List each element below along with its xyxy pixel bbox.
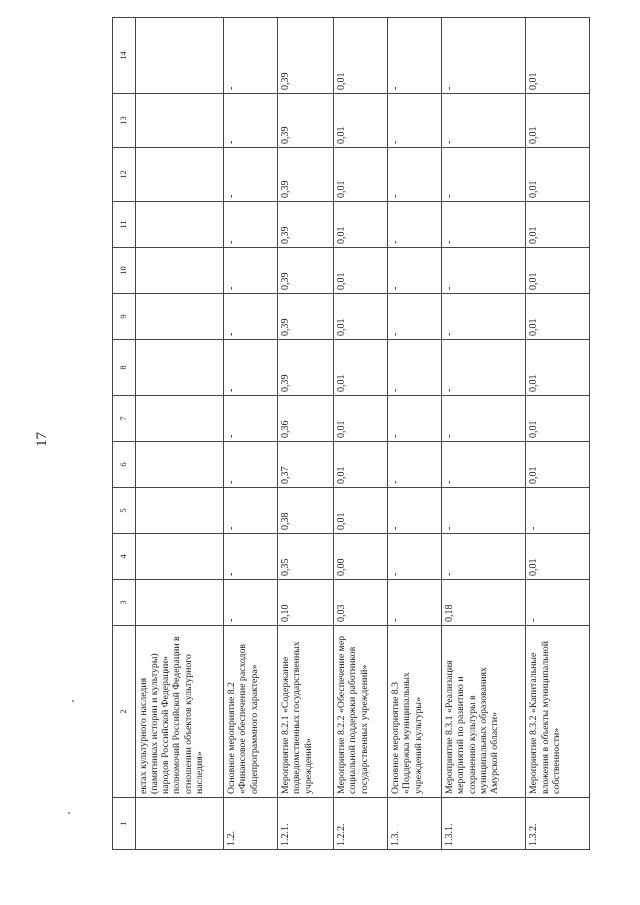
column-number: 6 <box>113 442 136 488</box>
value-cell <box>135 580 223 626</box>
value-cell: - <box>442 442 526 488</box>
value-cell: - <box>442 396 526 442</box>
value-cell: 0,39 <box>278 94 334 148</box>
value-cell: - <box>442 488 526 534</box>
value-cell: 0,01 <box>334 340 388 396</box>
value-cell: - <box>442 294 526 340</box>
value-cell <box>135 18 223 94</box>
table-row <box>224 18 278 850</box>
column-number: 1 <box>113 798 136 850</box>
value-cell: - <box>442 248 526 294</box>
column-number: 12 <box>113 148 136 202</box>
column-number: 9 <box>113 294 136 340</box>
value-cell: 0,39 <box>278 340 334 396</box>
value-cell: 0,01 <box>526 534 590 580</box>
row-id: 1.3.2. <box>526 798 590 850</box>
value-cell: 0,01 <box>526 340 590 396</box>
scan-speck <box>68 812 70 814</box>
value-cell: - <box>388 534 442 580</box>
column-number: 8 <box>113 340 136 396</box>
value-cell: 0,35 <box>278 534 334 580</box>
value-cell: 0,01 <box>526 248 590 294</box>
value-cell <box>135 294 223 340</box>
value-cell: 0,10 <box>278 580 334 626</box>
value-cell: 0,01 <box>334 148 388 202</box>
value-cell: 0,01 <box>334 248 388 294</box>
value-cell <box>135 248 223 294</box>
value-cell: - <box>388 442 442 488</box>
row-id: 1.2.2. <box>334 798 388 850</box>
column-number: 14 <box>113 18 136 94</box>
table-row <box>526 18 590 850</box>
value-cell: - <box>442 148 526 202</box>
value-cell: 0,01 <box>334 396 388 442</box>
value-cell: - <box>388 340 442 396</box>
value-cell: - <box>224 248 278 294</box>
value-cell: - <box>442 18 526 94</box>
value-cell: - <box>224 148 278 202</box>
value-cell: - <box>388 488 442 534</box>
value-cell: - <box>388 248 442 294</box>
scan-speck <box>72 700 74 702</box>
row-name: Мероприятие 8.3.2 «Капитальные вложения в объекты муниципальной собственности» <box>526 626 590 798</box>
column-number: 3 <box>113 580 136 626</box>
value-cell: - <box>526 488 590 534</box>
value-cell: 0,18 <box>442 580 526 626</box>
row-id: 1.2.1. <box>278 798 334 850</box>
value-cell: - <box>388 294 442 340</box>
header-row <box>113 18 136 850</box>
value-cell: 0,01 <box>526 294 590 340</box>
table-row <box>135 18 223 850</box>
value-cell <box>135 396 223 442</box>
value-cell: - <box>442 534 526 580</box>
value-cell: 0,03 <box>334 580 388 626</box>
value-cell <box>135 148 223 202</box>
value-cell <box>135 202 223 248</box>
value-cell <box>135 488 223 534</box>
value-cell: - <box>388 148 442 202</box>
value-cell: - <box>224 340 278 396</box>
value-cell <box>135 94 223 148</box>
value-cell: - <box>224 396 278 442</box>
column-number: 11 <box>113 202 136 248</box>
value-cell: - <box>224 202 278 248</box>
value-cell: 0,01 <box>526 94 590 148</box>
column-number: 13 <box>113 94 136 148</box>
value-cell: - <box>224 442 278 488</box>
table-row <box>334 18 388 850</box>
value-cell: 0,01 <box>334 442 388 488</box>
value-cell: 0,01 <box>526 442 590 488</box>
value-cell: 0,38 <box>278 488 334 534</box>
table-body <box>113 18 590 850</box>
row-id: 1.3.1. <box>442 798 526 850</box>
table-row <box>442 18 526 850</box>
value-cell: 0,39 <box>278 294 334 340</box>
column-number: 2 <box>113 626 136 798</box>
value-cell: - <box>442 94 526 148</box>
value-cell: 0,01 <box>334 202 388 248</box>
value-cell: 0,01 <box>526 396 590 442</box>
column-number: 4 <box>113 534 136 580</box>
row-name: Основное мероприятие 8.3 «Поддержка муниципальных учреждений культуры» <box>388 626 442 798</box>
value-cell: - <box>442 340 526 396</box>
row-name: Основное мероприятие 8.2 «Финансовое обеспечение расходов общепрограммного характера» <box>224 626 278 798</box>
page-number: 17 <box>34 432 50 447</box>
value-cell: 0,00 <box>334 534 388 580</box>
value-cell <box>135 534 223 580</box>
table-container <box>112 51 590 850</box>
value-cell: - <box>224 534 278 580</box>
value-cell: 0,01 <box>334 94 388 148</box>
value-cell: 0,01 <box>334 488 388 534</box>
value-cell: - <box>526 580 590 626</box>
row-id: 1.2. <box>224 798 278 850</box>
value-cell: 0,39 <box>278 202 334 248</box>
value-cell: - <box>224 294 278 340</box>
value-cell: 0,01 <box>526 148 590 202</box>
row-name: Мероприятие 8.2.1 «Содержание подведомственных государственных учреждений» <box>278 626 334 798</box>
column-number: 7 <box>113 396 136 442</box>
column-number: 10 <box>113 248 136 294</box>
value-cell: 0,01 <box>334 294 388 340</box>
row-id: 1.3. <box>388 798 442 850</box>
value-cell: - <box>224 18 278 94</box>
value-cell: 0,36 <box>278 396 334 442</box>
value-cell: - <box>388 18 442 94</box>
value-cell: 0,39 <box>278 18 334 94</box>
column-number: 5 <box>113 488 136 534</box>
value-cell: 0,01 <box>334 18 388 94</box>
value-cell: 0,39 <box>278 148 334 202</box>
row-name: Мероприятие 8.2.2 «Обеспечение мер социальной поддержки работников государственных учреждений» <box>334 626 388 798</box>
row-name: ектах культурного наследия (памятниках истории и культуры) народов Российской Федерации» полномочий Российской Федерации в отношении объектов культурного наследия» <box>135 626 223 798</box>
row-name: Мероприятие 8.3.1 «Реализация мероприятий по развитию и сохранению культуры в муниципальных образованиях Амурской области» <box>442 626 526 798</box>
value-cell <box>135 442 223 488</box>
value-cell: - <box>388 580 442 626</box>
table-row <box>388 18 442 850</box>
value-cell: - <box>224 94 278 148</box>
value-cell: 0,37 <box>278 442 334 488</box>
value-cell: 0,39 <box>278 248 334 294</box>
row-id <box>135 798 223 850</box>
value-cell: 0,01 <box>526 202 590 248</box>
value-cell: - <box>224 488 278 534</box>
value-cell: - <box>388 202 442 248</box>
value-cell: - <box>224 580 278 626</box>
table-row <box>278 18 334 850</box>
indicator-table <box>112 17 590 850</box>
value-cell: - <box>388 94 442 148</box>
value-cell <box>135 340 223 396</box>
value-cell: - <box>442 202 526 248</box>
value-cell: 0,01 <box>526 18 590 94</box>
value-cell: - <box>388 396 442 442</box>
